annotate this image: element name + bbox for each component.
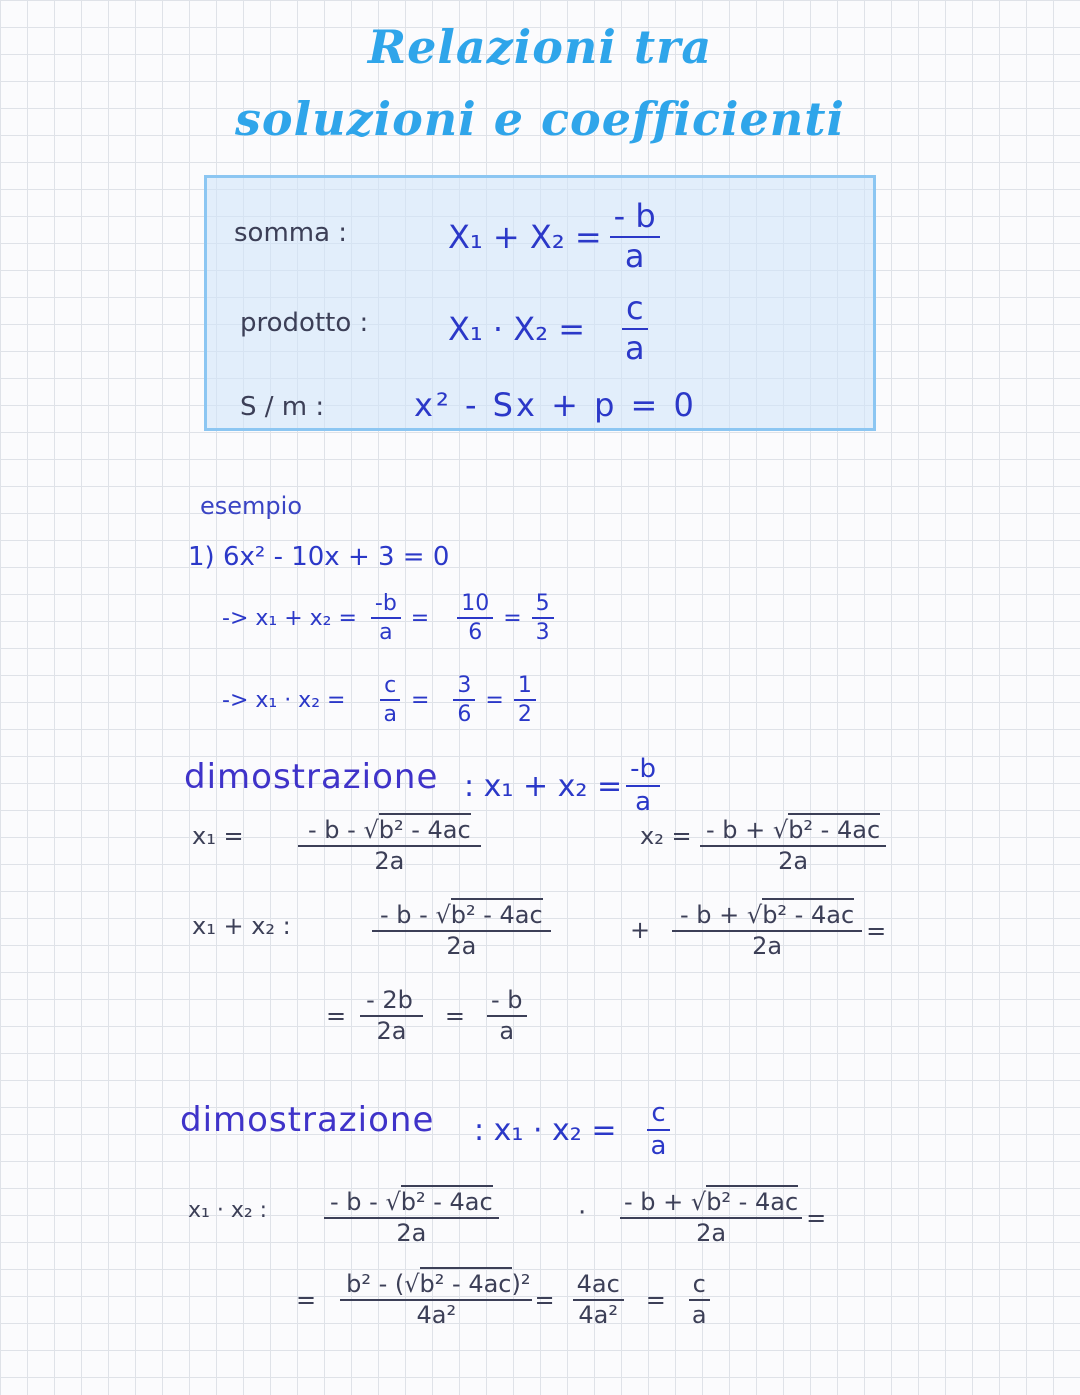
esempio-sum-frac-3: $\frac{5}{3}$ xyxy=(532,592,554,644)
dim-prod-heading: dimostrazione xyxy=(180,1100,435,1140)
prod-lhs: x₁ · x₂ : xyxy=(188,1198,268,1223)
esempio-prod-frac-3: $\frac{1}{2}$ xyxy=(514,674,536,726)
x1-fraction: $\frac{\text{- b - √b² - 4ac}}{2a}$ xyxy=(298,818,481,874)
prod-result-frac-1: $\frac{\text{b² - (√b² - 4ac)²}}{\text{4a²}}$ xyxy=(340,1272,532,1328)
x2-fraction: $\frac{\text{- b + √b² - 4ac}}{2a}$ xyxy=(700,818,886,874)
x2-lhs: x₂ = xyxy=(640,822,692,850)
prod-dot: · xyxy=(578,1198,587,1228)
dim-sum-heading-frac: $\frac{-b}{a}$ xyxy=(626,756,660,817)
dim-prod-heading-frac: $\frac{c}{a}$ xyxy=(647,1100,671,1161)
prodotto-formula xyxy=(448,289,649,367)
esempio-sum-lhs: -> x₁ + x₂ = xyxy=(222,605,357,631)
prod-result-frac-3: $\frac{c}{a}$ xyxy=(688,1272,711,1328)
somma-formula xyxy=(448,197,660,275)
sum-fraction-1: $\frac{\text{- b - √b² - 4ac}}{2a}$ xyxy=(372,903,551,959)
esempio-prod-row: -> x₁ · x₂ = $\frac{c}{a}$ = $\frac{3}{6}$ = $\frac{1}{2}$ xyxy=(222,674,536,726)
somma-label: somma : xyxy=(234,218,348,248)
esempio-prod-frac-2: $\frac{3}{6}$ xyxy=(453,674,475,726)
somma-lhs: X₁ + X₂ = xyxy=(448,217,602,256)
sum-plus: + xyxy=(630,916,651,944)
prod-result-frac-2: $\frac{4ac}{\text{4a²}}$ xyxy=(573,1272,624,1328)
sum-result-frac-1: $\frac{- 2b}{2a}$ xyxy=(360,988,423,1044)
dim-prod-heading-formula: : x₁ · x₂ = $\frac{c}{a}$ xyxy=(474,1100,670,1161)
sum-lhs: x₁ + x₂ : xyxy=(192,912,291,940)
somma-fraction: $\frac{- b}{a}$ xyxy=(610,200,660,273)
sum-result-frac-2: $\frac{- b}{a}$ xyxy=(487,988,527,1044)
prodotto-label: prodotto : xyxy=(240,308,369,338)
dim-sum-heading-formula: : x₁ + x₂ = $\frac{-b}{a}$ xyxy=(464,756,660,817)
prod-fraction-1: $\frac{\text{- b - √b² - 4ac}}{2a}$ xyxy=(324,1190,499,1246)
esempio-equation: 1) 6x² - 10x + 3 = 0 xyxy=(188,542,450,572)
sm-formula: x² - Sx + p = 0 xyxy=(414,386,697,424)
prodotto-fraction: $\frac{c}{a}$ xyxy=(621,292,649,365)
esempio-prod-frac-1: $\frac{c}{a}$ xyxy=(379,674,400,726)
esempio-sum-frac-2: $\frac{10}{6}$ xyxy=(457,592,493,644)
esempio-prod-lhs: -> x₁ · x₂ = xyxy=(222,687,346,713)
sum-fraction-2: $\frac{\text{- b + √b² - 4ac}}{2a}$ = xyxy=(672,903,886,959)
sum-result: = $\frac{- 2b}{2a}$ = $\frac{- b}{a}$ xyxy=(326,988,527,1044)
esempio-sum-row: -> x₁ + x₂ = $\frac{-b}{a}$ = $\frac{10}{6}$ = $\frac{5}{3}$ xyxy=(222,592,554,644)
esempio-sum-frac-1: $\frac{-b}{a}$ xyxy=(371,592,401,644)
page-title: Relazioni tra xyxy=(367,20,713,74)
prod-fraction-2: $\frac{\text{- b + √b² - 4ac}}{2a}$ = xyxy=(620,1190,826,1246)
esempio-label: esempio xyxy=(200,492,302,520)
prodotto-lhs: X₁ · X₂ = xyxy=(448,309,585,348)
x1-lhs: x₁ = xyxy=(192,822,244,850)
dim-sum-heading: dimostrazione xyxy=(184,757,439,797)
prod-result: = $\frac{\text{b² - (√b² - 4ac)²}}{\text{4a²}}$ = $\frac{4ac}{\text{4a²}}$ = $\frac{c}{a}$ xyxy=(296,1272,711,1328)
page-subtitle: soluzioni e coefficienti xyxy=(235,92,845,146)
sm-label: S / m : xyxy=(240,392,325,422)
